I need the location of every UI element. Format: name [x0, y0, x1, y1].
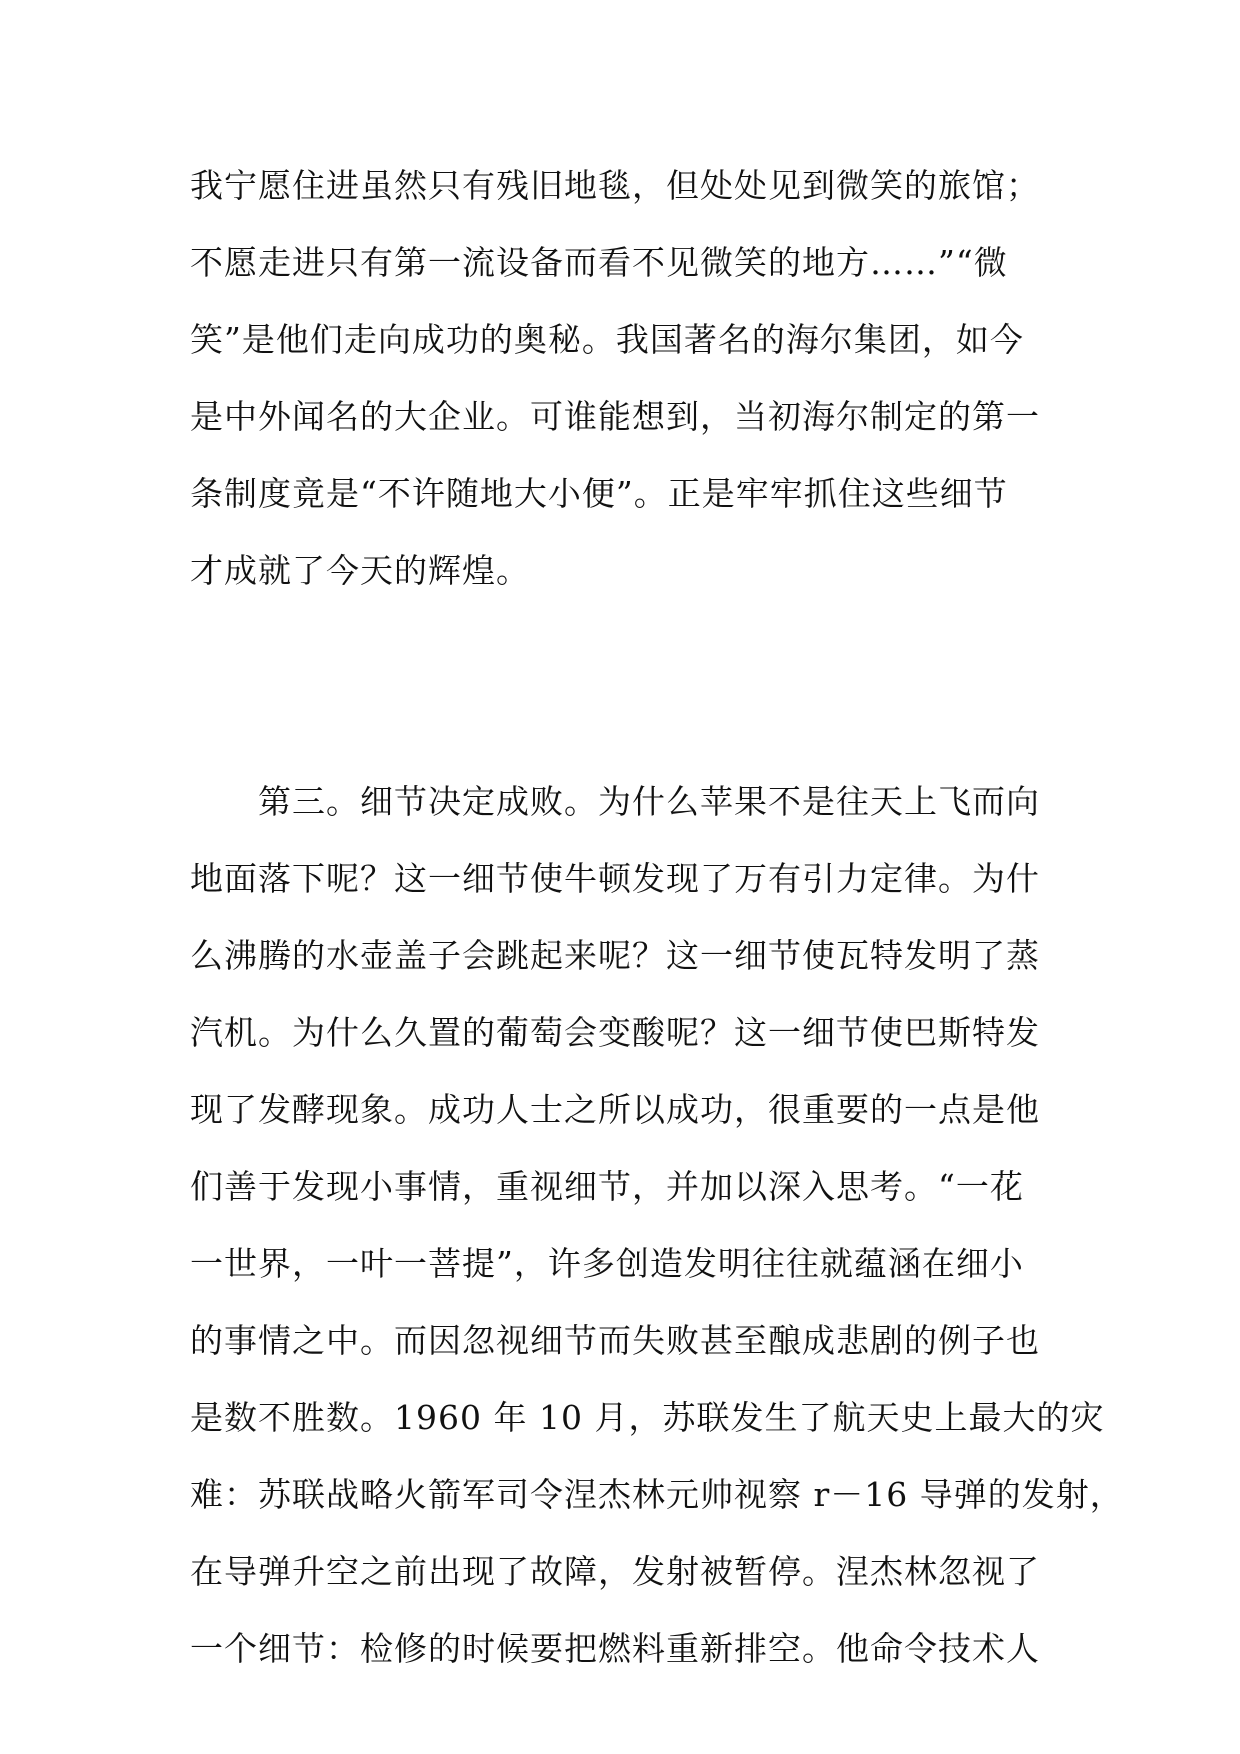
text-line: 现了发酵现象。成功人士之所以成功，很重要的一点是他 — [190, 1090, 1040, 1129]
text-line: 的事情之中。而因忽视细节而失败甚至酿成悲剧的例子也 — [190, 1321, 1040, 1360]
text-line: 么沸腾的水壶盖子会跳起来呢？这一细节使瓦特发明了蒸 — [190, 936, 1040, 975]
text-line: 在导弹升空之前出现了故障，发射被暂停。涅杰林忽视了 — [190, 1552, 1040, 1591]
paragraph-spacer — [190, 627, 1070, 781]
text-line: 一个细节：检修的时候要把燃料重新排空。他命令技术人 — [190, 1629, 1040, 1668]
document-page — [190, 165, 1124, 1705]
text-line: 地面落下呢？这一细节使牛顿发现了万有引力定律。为什 — [190, 859, 1040, 898]
text-line: 是中外闻名的大企业。可谁能想到，当初海尔制定的第一 — [190, 397, 1040, 436]
text-line: 第三。细节决定成败。为什么苹果不是往天上飞而向 — [258, 782, 1040, 821]
paragraph-hotel-smile — [190, 165, 1070, 627]
text-line: 条制度竟是“不许随地大小便”。正是牢牢抓住这些细节 — [190, 474, 1008, 513]
text-line: 笑”是他们走向成功的奥秘。我国著名的海尔集团，如今 — [190, 320, 1024, 359]
text-line: 一世界，一叶一菩提”，许多创造发明往往就蕴涵在细小 — [190, 1244, 1024, 1283]
text-line: 不愿走进只有第一流设备而看不见微笑的地方……”“微 — [190, 243, 1008, 282]
paragraph-details-decide — [190, 781, 1124, 1705]
text-line: 我宁愿住进虽然只有残旧地毯，但处处见到微笑的旅馆； — [190, 166, 1040, 205]
text-line: 们善于发现小事情，重视细节，并加以深入思考。“一花 — [190, 1167, 1024, 1206]
text-line: 汽机。为什么久置的葡萄会变酸呢？这一细节使巴斯特发 — [190, 1013, 1040, 1052]
text-line: 难：苏联战略火箭军司令涅杰林元帅视察 r－16 导弹的发射， — [190, 1475, 1124, 1514]
text-line: 是数不胜数。1960 年 10 月，苏联发生了航天史上最大的灾 — [190, 1398, 1105, 1437]
text-line: 才成就了今天的辉煌。 — [190, 551, 530, 590]
